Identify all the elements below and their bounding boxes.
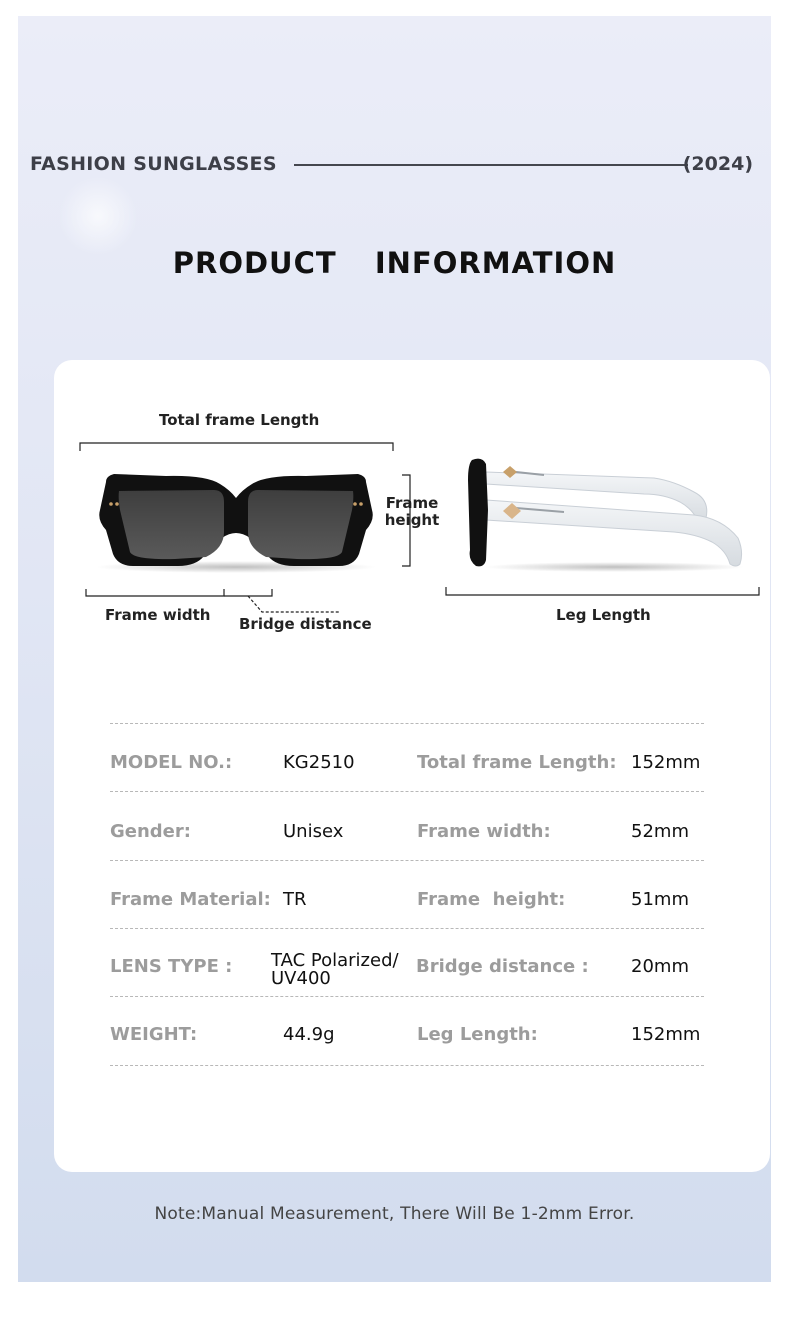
total-frame-length-label: Total frame Length [159,411,320,429]
info-card [54,360,770,1172]
spec-value: 51mm [631,889,689,910]
leg-length-label: Leg Length [556,606,651,624]
year-label: (2024) [682,153,753,175]
divider [110,996,704,997]
spec-value: Unisex [283,821,344,842]
spec-row [110,1024,704,1092]
bridge-distance-label: Bridge distance [239,615,372,633]
header [30,153,753,177]
spec-key: Leg Length: [417,1024,538,1045]
divider [110,860,704,861]
frame-width-label: Frame width [105,606,211,624]
spec-value: 44.9g [283,1024,335,1045]
measurement-diagram [54,360,770,650]
spec-key: MODEL NO.: [110,752,233,773]
spec-value: 152mm [631,752,701,773]
spec-key: Frame Material: [110,889,271,910]
spec-key: WEIGHT: [110,1024,198,1045]
front-frame [99,474,373,566]
spec-key: Total frame Length: [417,752,617,773]
brand-title: FASHION SUNGLASSES [30,153,277,175]
spec-value: 152mm [631,1024,701,1045]
spec-row [110,752,704,820]
spec-row [110,889,704,957]
spec-value: 20mm [631,956,689,977]
frame-height-label: Frame height [384,494,440,529]
spec-row [110,950,704,1024]
side-frame [468,459,744,572]
spec-key: Frame width: [417,821,551,842]
measurement-note: Note:Manual Measurement, There Will Be 1-2mm Error. [154,1204,635,1224]
divider [110,928,704,929]
spec-value: 52mm [631,821,689,842]
spec-value: TAC Polarized/ UV400 [271,950,399,989]
header-divider [294,164,688,166]
spec-key: Bridge distance : [416,956,589,977]
spec-key: Gender: [110,821,191,842]
decorative-glow [58,176,138,256]
spec-value: KG2510 [283,752,355,773]
background-panel [18,16,771,1282]
divider [110,1065,704,1066]
page-title: PRODUCT INFORMATION [172,246,617,280]
total-length-bracket [80,443,393,451]
spec-row [110,821,704,889]
divider [110,791,704,792]
spec-value: TR [283,889,307,910]
spec-key: Frame height: [417,889,566,910]
leg-length-bracket [446,587,759,595]
divider [110,723,704,724]
spec-key: LENS TYPE : [110,956,233,977]
